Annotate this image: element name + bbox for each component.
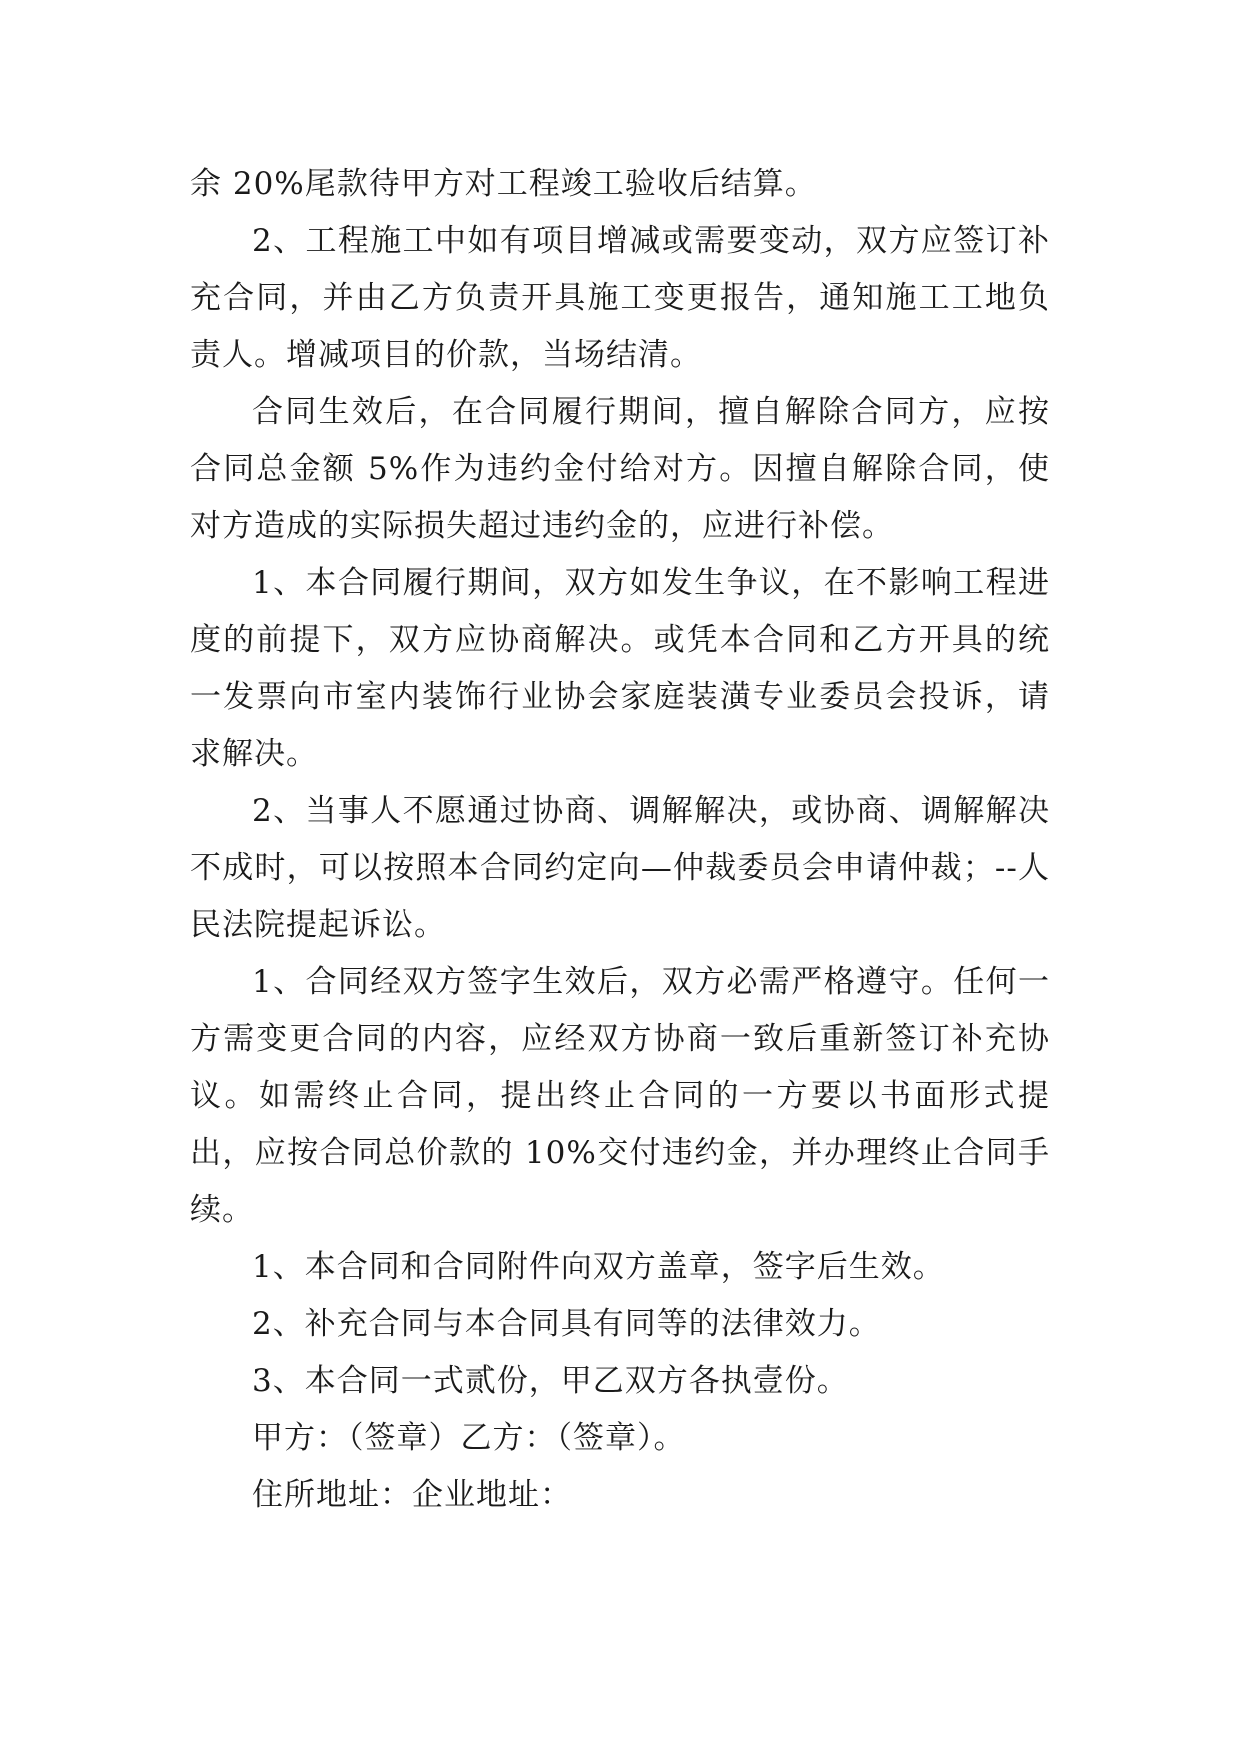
- paragraph-breach-penalty: 合同生效后，在合同履行期间，擅自解除合同方，应按合同总金额 5%作为违约金付给对方。因擅自解除合同，使对方造成的实际损失超过违约金的，应进行补偿。: [190, 394, 1050, 544]
- paragraph-dispute-negotiation: 1、本合同履行期间，双方如发生争议，在不影响工程进度的前提下，双方应协商解决。或凭本合同和乙方开具的统一发票向市室内装饰行业协会家庭装潢专业委员会投诉，请求解决。: [190, 565, 1050, 772]
- paragraph-addresses: 住所地址：企业地址：: [252, 1477, 572, 1513]
- document-body: [190, 156, 1050, 1524]
- paragraph-balance-payment: 余 20%尾款待甲方对工程竣工验收后结算。: [190, 166, 817, 202]
- paragraph-effective: 1、本合同和合同附件向双方盖章，签字后生效。: [252, 1249, 945, 1285]
- paragraph-dispute-arbitration: 2、当事人不愿通过协商、调解解决，或协商、调解解决不成时，可以按照本合同约定向—仲裁委员会申请仲裁；--人民法院提起诉讼。: [190, 793, 1050, 943]
- paragraph-supplement-validity: 2、补充合同与本合同具有同等的法律效力。: [252, 1306, 881, 1342]
- paragraph-termination: 1、合同经双方签字生效后，双方必需严格遵守。任何一方需变更合同的内容，应经双方协商一致后重新签订补充协议。如需终止合同，提出终止合同的一方要以书面形式提出，应按合同总价款的 10%交付违约金，并办理终止合同手续。: [190, 964, 1050, 1228]
- paragraph-signatures: 甲方：（签章）乙方：（签章）。: [252, 1420, 686, 1456]
- paragraph-copies: 3、本合同一式贰份，甲乙双方各执壹份。: [252, 1363, 849, 1399]
- paragraph-project-changes: 2、工程施工中如有项目增减或需要变动，双方应签订补充合同，并由乙方负责开具施工变更报告，通知施工工地负责人。增减项目的价款，当场结清。: [190, 223, 1050, 373]
